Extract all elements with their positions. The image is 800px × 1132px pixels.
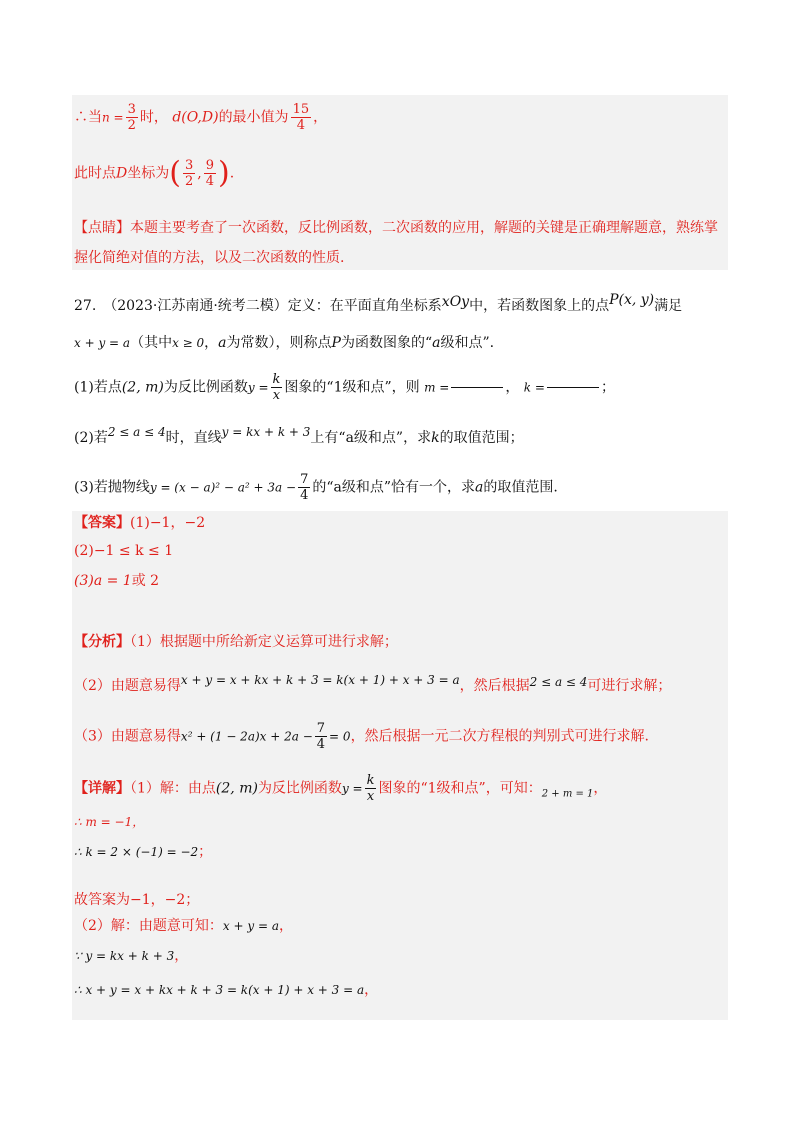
answer-blank-m	[451, 387, 503, 388]
question-part-2: (2)若2 ≤ a ≤ 4时，直线y = kx + k + 3上有“a级和点”，求k的取值范围；	[74, 425, 524, 446]
analysis-line-3: （3）由题意易得x² + (1 − 2a)x + 2a − $\frac{7}{4}$ = 0，然后根据一元二次方程根的判别式可进行求解.	[74, 721, 650, 752]
conclusion-line-2: 此时点D坐标为( $\frac{3}{2}$ , $\frac{9}{4}$ ).	[74, 155, 235, 191]
question-line-2: x + y = a（其中x ≥ 0，a为常数），则称点P为函数图象的“a级和点”.	[74, 335, 495, 351]
detail-line-6: ∵ y = kx + k + 3，	[74, 948, 189, 964]
answer-line-2: (2)−1 ≤ k ≤ 1	[74, 543, 174, 559]
answer-line-3: (3)a = 1或 2	[74, 573, 160, 589]
detail-line-7: ∴ x + y = x + kx + k + 3 = k(x + 1) + x + 3 = a，	[74, 982, 379, 998]
question-part-3: (3)若抛物线y = (x − a)² − a² + 3a − $\frac{7}{4}$ 的“a级和点”恰有一个，求a的取值范围.	[74, 472, 558, 503]
comment-line-2: 握化简绝对值的方法，以及二次函数的性质.	[74, 250, 345, 266]
question-part-1: (1)若点(2, m)为反比例函数y = $\frac{k}{x}$ 图象的“1级和点”，则 m = ， k = ；	[74, 372, 615, 403]
detail-line-3: ∴ k = 2 × (−1) = −2；	[74, 844, 213, 860]
solution-box-current	[72, 511, 728, 1020]
comment-line-1: 【点睛】本题主要考查了一次函数，反比例函数，二次函数的应用，解题的关键是正确理解题意，熟练掌	[74, 220, 718, 236]
detail-line-5: （2）解：由题意可知：x + y = a，	[74, 918, 293, 934]
detail-line-2: ∴ m = −1，	[74, 815, 145, 829]
conclusion-line-1: ∴当n = $\frac{3}{2}$ 时， d(O,D)的最小值为 $\frac{15}{4}$ ，	[74, 102, 328, 133]
detail-line-4: 故答案为−1，−2；	[74, 892, 200, 908]
analysis-line-2: （2）由题意易得x + y = x + kx + k + 3 = k(x + 1) + x + 3 = a，然后根据2 ≤ a ≤ 4可进行求解；	[74, 673, 672, 694]
answer-blank-k	[547, 387, 599, 388]
detail-line-1: 【详解】（1）解：由点(2, m)为反比例函数y = $\frac{k}{x}$ 图象的“1级和点”，可知：$_{2 + m = 1}$，	[74, 773, 608, 804]
answer-line-1: 【答案】(1)−1，−2	[74, 515, 206, 531]
analysis-line-1: 【分析】（1）根据题中所给新定义运算可进行求解；	[74, 634, 398, 650]
question-line-1: 27. （2023·江苏南通·统考二模）定义：在平面直角坐标系xOy中，若函数图象上的点P(x, y)满足	[74, 292, 683, 314]
